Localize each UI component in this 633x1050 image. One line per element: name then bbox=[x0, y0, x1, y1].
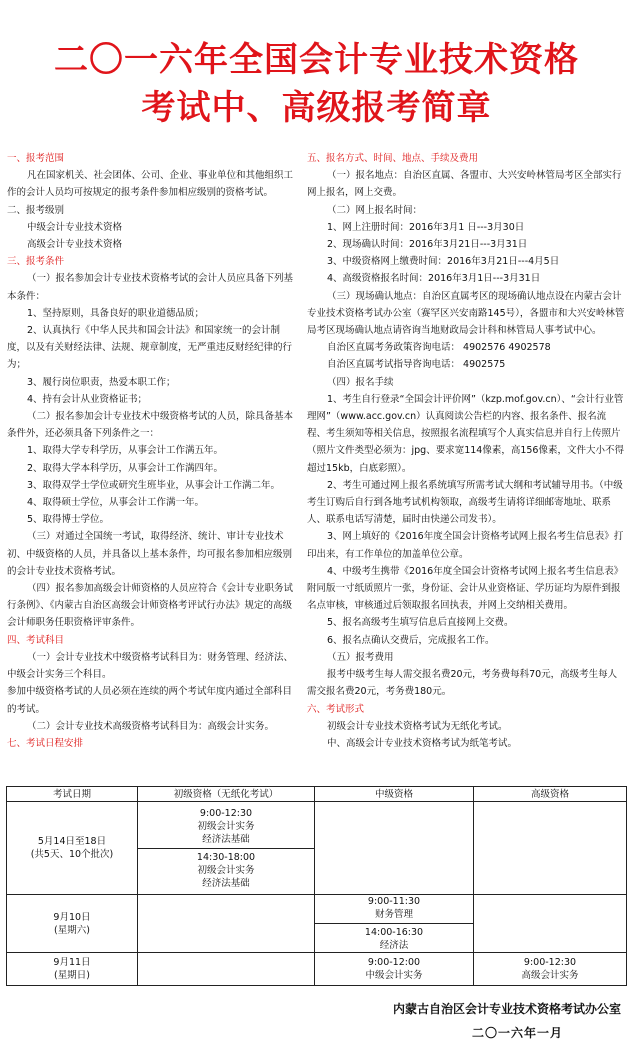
cell-text: 中级会计实务 bbox=[365, 970, 423, 981]
right-paragraph: 4、高级资格报名时间：2016年3月1日---3月31日 bbox=[327, 273, 541, 285]
left-paragraph: 凡在国家机关、社会团体、公司、企业、事业单位和其他组织工作的会计人员均可按规定的报考条件参加相应级别的资格考试。 bbox=[7, 170, 294, 199]
right-paragraph: 五、报名方式、时间、地点、手续及费用 bbox=[307, 153, 479, 164]
cell-date bbox=[7, 953, 138, 986]
left-paragraph: 2、取得大学本科学历，从事会计工作满四年。 bbox=[27, 462, 224, 474]
table-row bbox=[7, 895, 627, 953]
right-paragraph: （四）报名手续 bbox=[327, 376, 394, 388]
cell-gao bbox=[474, 802, 627, 895]
left-paragraph: （二）报名参加会计专业技术中级资格考试的人员，除具备基本条件外，还必须具备下列条件之一： bbox=[7, 411, 294, 440]
exam-schedule-table bbox=[6, 786, 627, 986]
cell-text: 9:00-11:30 bbox=[367, 896, 421, 907]
left-paragraph: 参加中级资格考试的人员必须在连续的两个考试年度内通过全部科目的考试。 bbox=[7, 686, 293, 715]
cell-date-text: (共5天、10个批次) bbox=[30, 849, 114, 860]
left-paragraph: 三、报考条件 bbox=[7, 256, 65, 268]
cell-date bbox=[7, 802, 138, 895]
title-line-1: 二〇一六年全国会计专业技术资格 bbox=[54, 40, 579, 80]
cell-text: 经济法基础 bbox=[202, 833, 250, 845]
right-paragraph: 2、考生可通过网上报名系统填写所需考试大纲和考试辅导用书。（中级考生订购后自行到各地考试机构领取，高级考生请将详细邮寄地址、联系人、联系电话写清楚，届时由快递公司发书）。 bbox=[307, 479, 623, 526]
title-line-2: 考试中、高级报考简章 bbox=[141, 88, 492, 128]
footer-organization: 内蒙古自治区会计专业技术资格考试办公室 bbox=[392, 1002, 621, 1016]
cell-text: 经济法基础 bbox=[202, 877, 250, 889]
left-paragraph: 4、持有会计从业资格证书； bbox=[27, 393, 148, 405]
left-paragraph: （四）报名参加高级会计师资格的人员应符合《会计专业职务试行条例》、《内蒙古自治区高级会计师资格考评试行办法》规定的高级会计师职务任职资格评审条件。 bbox=[7, 583, 294, 629]
cell-chu bbox=[138, 953, 315, 986]
cell-text: 9:00-12:30 bbox=[199, 807, 253, 819]
left-paragraph: 七、考试日程安排 bbox=[7, 737, 84, 749]
right-paragraph: 3、中级资格网上缴费时间：2016年3月21日---4月5日 bbox=[327, 256, 560, 268]
right-paragraph: （五）报考费用 bbox=[327, 651, 394, 663]
header-date: 考试日期 bbox=[7, 787, 138, 802]
cell-text: 9:00-12:00 bbox=[367, 957, 421, 968]
cell-zhong bbox=[315, 953, 474, 986]
right-paragraph: 1、考生自行登录“全国会计评价网”（kzp.mof.gov.cn）、“会计行业管理网”（www.acc.gov.cn）认真阅读公告栏的内容、报名条件、报名流程、考生须知等相关信息，按照报名流程填写个人真实信息并自行上传照片（照片文件类型必须为：jpg、要求宽114像素，高156像素，文件大小不得超过15kb，白底彩照）。 bbox=[307, 393, 624, 474]
right-paragraph: （二）网上报名时间： bbox=[327, 204, 423, 216]
right-paragraph: 中、高级会计专业技术资格考试为纸笔考试。 bbox=[327, 737, 518, 749]
left-paragraph: （一）会计专业技术中级资格考试科目为：财务管理、经济法、中级会计实务三个科目。 bbox=[7, 651, 294, 681]
left-paragraph: 4、取得硕士学位，从事会计工作满一年。 bbox=[27, 497, 205, 509]
header-junior: 初级资格（无纸化考试） bbox=[138, 787, 315, 802]
cell-text: 14:00-16:30 bbox=[315, 923, 473, 939]
cell-date-text: 9月10日 bbox=[53, 911, 91, 923]
cell-text: 初级会计实务 bbox=[197, 864, 255, 876]
header-intermediate: 中级资格 bbox=[315, 787, 474, 802]
cell-zhong bbox=[315, 895, 474, 953]
left-paragraph: 3、履行岗位职责，热爱本职工作； bbox=[27, 376, 176, 388]
right-paragraph: 2、现场确认时间：2016年3月21日---3月31日 bbox=[327, 239, 528, 251]
cell-text: 经济法 bbox=[379, 940, 409, 951]
right-paragraph: 报考中级考生每人需交报名费20元，考务费每科70元，高级考生每人需交报名费20元，考务费180元。 bbox=[307, 669, 618, 698]
cell-gao bbox=[474, 895, 627, 953]
left-paragraph: 一、报考范围 bbox=[7, 153, 65, 164]
left-paragraph: 四、考试科目 bbox=[7, 634, 65, 646]
cell-date-text: (星期六) bbox=[54, 924, 90, 936]
cell-date-text: 9月11日 bbox=[53, 957, 91, 968]
cell-date-text: 5月14日至18日 bbox=[37, 836, 107, 847]
right-paragraph: （一）报名地点：自治区直属、各盟市、大兴安岭林管局考区全部实行网上报名，网上交费。 bbox=[307, 170, 622, 199]
right-column bbox=[307, 150, 625, 752]
right-paragraph: 六、考试形式 bbox=[307, 703, 365, 715]
left-column bbox=[7, 150, 297, 752]
right-paragraph: 4、中级考生携带《2016年度全国会计资格考试网上报名考生信息表》附同版一寸纸质照片一张，身份证、会计从业资格证、学历证均为原件到报名点审核，审核通过后领取报名回执表，并网上交纳相关费用。 bbox=[307, 565, 624, 612]
cell-date bbox=[7, 895, 138, 953]
left-paragraph: 1、坚持原则，具备良好的职业道德品质； bbox=[27, 307, 205, 319]
right-paragraph: 3、网上填好的《2016年度全国会计资格考试网上报名考生信息表》打印出来，有工作单位的加盖单位公章。 bbox=[307, 531, 624, 560]
table-row bbox=[7, 953, 627, 986]
cell-text: 9:00-12:30 bbox=[523, 957, 577, 968]
right-paragraph: 自治区直属考务政策咨询电话： 4902576 4902578 bbox=[327, 342, 551, 354]
cell-text: 14:30-18:00 bbox=[138, 848, 314, 864]
cell-chu bbox=[138, 802, 315, 895]
left-paragraph: （二）会计专业技术高级资格考试科目为：高级会计实务。 bbox=[27, 720, 275, 732]
left-paragraph: 5、取得博士学位。 bbox=[27, 514, 110, 526]
right-paragraph: （三）现场确认地点：自治区直属考区的现场确认地点设在内蒙古会计专业技术资格考试办公室（赛罕区兴安南路145号），各盟市和大兴安岭林管局考区现场确认地点请咨询当地财政局会计科和林管局人事考试中心。 bbox=[307, 290, 625, 337]
left-paragraph: （一）报名参加会计专业技术资格考试的会计人员应具备下列基本条件： bbox=[7, 273, 294, 302]
cell-date-text: (星期日) bbox=[54, 970, 90, 981]
left-paragraph: 1、取得大学专科学历，从事会计工作满五年。 bbox=[27, 445, 224, 457]
left-paragraph: 二、报考级别 bbox=[7, 204, 65, 216]
right-paragraph: 1、网上注册时间：2016年3月1 日---3月30日 bbox=[327, 221, 525, 233]
table-header-row bbox=[7, 787, 627, 802]
cell-text: 财务管理 bbox=[374, 909, 413, 920]
right-paragraph: 5、报名高级考生填写信息后直接网上交费。 bbox=[327, 617, 514, 629]
header-senior: 高级资格 bbox=[474, 787, 627, 802]
left-paragraph: （三）对通过全国统一考试，取得经济、统计、审计专业技术初、中级资格的人员，并具备以上基本条件，均可报名参加相应级别的会计专业技术资格考试。 bbox=[7, 531, 293, 577]
right-paragraph: 自治区直属考试指导咨询电话： 4902575 bbox=[327, 359, 506, 371]
cell-text: 高级会计实务 bbox=[521, 970, 579, 981]
cell-chu bbox=[138, 895, 315, 953]
cell-gao bbox=[474, 953, 627, 986]
left-paragraph: 中级会计专业技术资格 bbox=[27, 221, 123, 233]
left-paragraph: 2、认真执行《中华人民共和国会计法》和国家统一的会计制度，以及有关财经法律、法规、规章制度，无严重违反财经纪律的行为； bbox=[7, 325, 293, 371]
left-paragraph: 3、取得双学士学位或研究生班毕业，从事会计工作满二年。 bbox=[27, 479, 281, 491]
table-row bbox=[7, 802, 627, 895]
cell-zhong bbox=[315, 802, 474, 895]
right-paragraph: 6、报名点确认交费后，完成报名工作。 bbox=[327, 634, 495, 646]
footer-date: 二〇一六年一月 bbox=[471, 1026, 563, 1040]
right-paragraph: 初级会计专业技术资格考试为无纸化考试。 bbox=[327, 720, 508, 732]
left-paragraph: 高级会计专业技术资格 bbox=[27, 239, 123, 251]
cell-text: 初级会计实务 bbox=[197, 820, 255, 832]
